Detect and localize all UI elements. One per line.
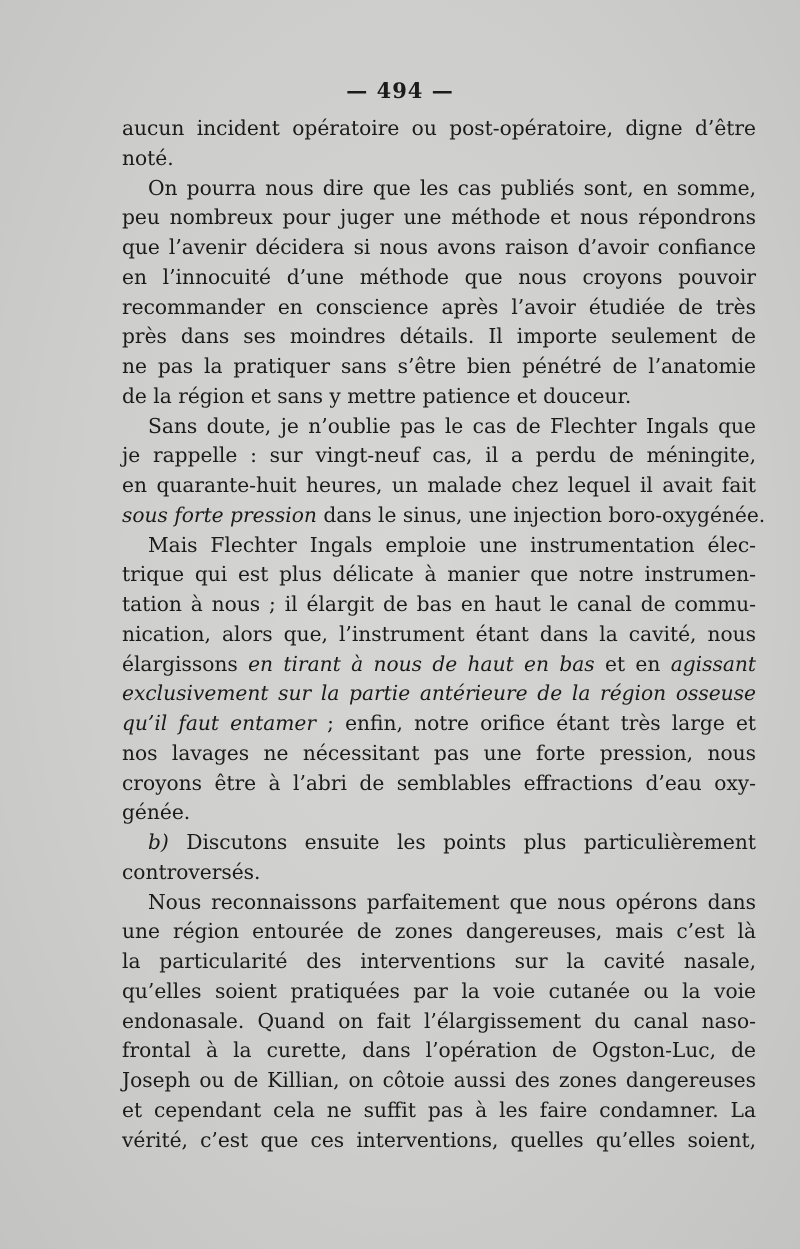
text-line: génée. bbox=[122, 800, 191, 825]
text-line: Mais Flechter Ingals emploie une instrumentation élec- bbox=[148, 532, 756, 557]
text-line: je rappelle : sur vingt-neuf cas, il a perdu de méningite, bbox=[122, 443, 756, 468]
text-line: qu’il faut entamer ; enfin, notre orifice étant très large et bbox=[122, 711, 757, 735]
text-line: Sans doute, je n’oublie pas le cas de Flechter Ingals que bbox=[148, 413, 756, 438]
text-line: tation à nous ; il élargit de bas en haut le canal de commu- bbox=[122, 592, 756, 616]
text-line: controversés. bbox=[122, 859, 261, 884]
page-number: — 494 — bbox=[346, 78, 454, 103]
text-line: vérité, c’est que ces interventions, quelles qu’elles soient, bbox=[122, 1127, 756, 1152]
text-line: peu nombreux pour juger une méthode et nous répondrons bbox=[122, 205, 756, 230]
italic-text: exclusivement sur la partie antérieure de la région osseuse bbox=[122, 681, 756, 706]
text-line: sous forte pression dans le sinus, une injection boro-oxygénée. bbox=[122, 502, 766, 527]
italic-text: qu’il faut entamer bbox=[122, 711, 317, 735]
text-line: nos lavages ne nécessitant pas une forte pression, nous bbox=[122, 740, 756, 765]
text-line: de la région et sans y mettre patience et douceur. bbox=[122, 383, 632, 408]
text-line: la particularité des interventions sur la cavité nasale, bbox=[122, 949, 756, 973]
italic-text: sous forte pression bbox=[122, 502, 317, 527]
text-line: nication, alors que, l’instrument étant dans la cavité, nous bbox=[122, 621, 756, 646]
text-line: que l’avenir décidera si nous avons raison d’avoir confiance bbox=[122, 235, 756, 259]
text-line: noté. bbox=[122, 145, 174, 170]
body-text bbox=[122, 114, 766, 1155]
text-line: recommander en conscience après l’avoir étudiée de très bbox=[122, 294, 756, 319]
text-line: croyons être à l’abri de semblables effractions d’eau oxy- bbox=[122, 770, 756, 795]
text-line: aucun incident opératoire ou post-opératoire, digne d’être bbox=[122, 116, 756, 140]
text-line: trique qui est plus délicate à manier que notre instrumen- bbox=[122, 562, 756, 587]
italic-text: b) bbox=[148, 830, 169, 854]
text-line: qu’elles soient pratiquées par la voie cutanée ou la voie bbox=[122, 978, 756, 1003]
text-line: élargissons en tirant à nous de haut en bas et en agissant bbox=[122, 651, 757, 676]
text-line: Nous reconnaissons parfaitement que nous opérons dans bbox=[148, 889, 756, 914]
text-line: et cependant cela ne suffit pas à les faire condamner. La bbox=[122, 1097, 756, 1122]
text-line: en quarante-huit heures, un malade chez lequel il avait fait bbox=[122, 473, 756, 497]
text-line: près dans ses moindres détails. Il importe seulement de bbox=[122, 324, 756, 349]
italic-text: en tirant à nous de haut en bas bbox=[248, 651, 595, 676]
italic-text: agissant bbox=[670, 651, 757, 676]
text-line: On pourra nous dire que les cas publiés sont, en somme, bbox=[148, 175, 756, 200]
text-line bbox=[122, 679, 756, 709]
text-line: b) Discutons ensuite les points plus particulièrement bbox=[148, 830, 756, 854]
text-line: frontal à la curette, dans l’opération de Ogston-Luc, de bbox=[122, 1038, 756, 1063]
text-line: endonasale. Quand on fait l’élargissement du canal naso- bbox=[122, 1008, 756, 1033]
text-line: ne pas la pratiquer sans s’être bien pénétré de l’anatomie bbox=[122, 354, 756, 378]
text-line: en l’innocuité d’une méthode que nous croyons pouvoir bbox=[122, 264, 756, 289]
text-line: Joseph ou de Killian, on côtoie aussi des zones dangereuses bbox=[122, 1068, 756, 1092]
text-line: une région entourée de zones dangereuses, mais c’est là bbox=[122, 919, 756, 944]
